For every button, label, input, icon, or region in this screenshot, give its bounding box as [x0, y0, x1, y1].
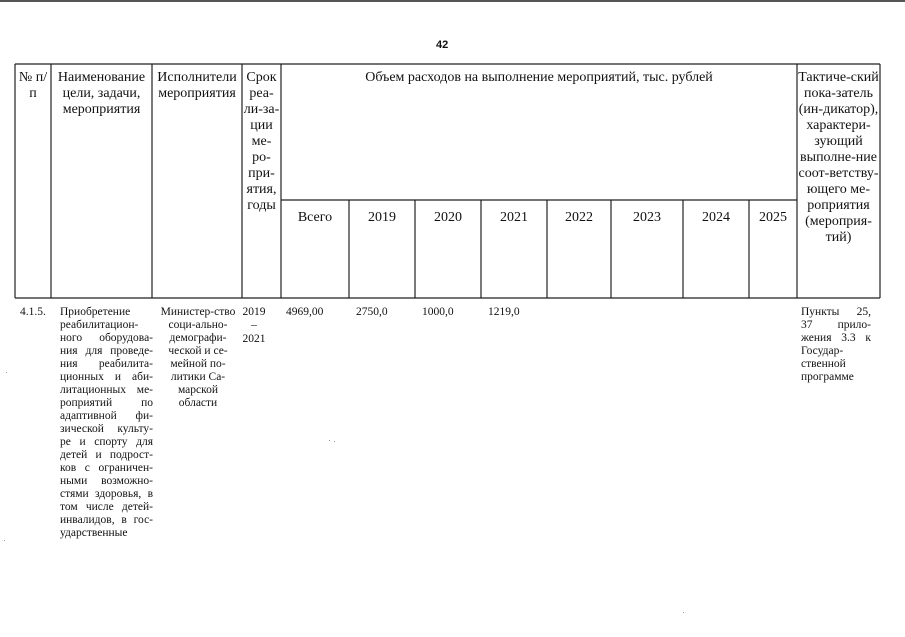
row-indicator: Пункты 25, 37 прило-жения 3.3 к Государ-ственной программе	[801, 306, 871, 383]
subheader-2024: 2024	[702, 210, 730, 225]
scan-speck	[683, 612, 684, 613]
header-name: Наименование цели, задачи, мероприятия	[57, 70, 146, 117]
row-executor: Министер-ство соци-ально-демографи-ческой и се-мейной по-литики Са-марской области	[160, 306, 236, 409]
row-number: 4.1.5.	[20, 306, 46, 318]
row-value-total: 4969,00	[286, 306, 324, 318]
header-indicator: Тактиче-ский пока-затель (ин-дикатор), характери-зующий выполне-ние соот-ветству-ющего ме-роприятия (мероприя-тий)	[798, 70, 879, 245]
scan-speck	[4, 540, 5, 541]
subheader-total: Всего	[297, 210, 333, 225]
header-executors: Исполнители мероприятия	[157, 70, 237, 101]
subheader-2023: 2023	[633, 210, 661, 225]
subheader-2020: 2020	[434, 210, 462, 225]
row-value-2019: 2750,0	[356, 306, 388, 318]
row-term-end: 2021	[242, 333, 266, 345]
header-term: Срок реа-ли-за-ции ме-ро-при-ятия, годы	[243, 70, 280, 213]
scan-speck	[6, 372, 7, 373]
scan-speck	[334, 441, 335, 442]
subheader-2025: 2025	[759, 210, 787, 225]
row-term-start: 2019	[242, 306, 266, 318]
row-value-2021: 1219,0	[488, 306, 520, 318]
page-number: 42	[436, 39, 449, 51]
header-number: № п/п	[18, 70, 48, 101]
row-value-2020: 1000,0	[422, 306, 454, 318]
subheader-2022: 2022	[565, 210, 593, 225]
subheader-2021: 2021	[500, 210, 528, 225]
header-expenses: Объем расходов на выполнение мероприятий, тыс. рублей	[365, 70, 713, 85]
scan-speck	[329, 440, 330, 441]
subheader-2019: 2019	[368, 210, 396, 225]
row-term-dash: –	[251, 319, 257, 331]
row-name: Приобретение реабилитацион-ного оборудова-ния для проведе-ния реабилита-ционных и аби-литационных ме-роприятий по адаптивной фи-зической культу-ре и спорту для детей и подрост-ков с ограничен-ными возможно-стями здоровья, в том числе детей-инвалидов, в гос-ударственные	[60, 306, 153, 539]
